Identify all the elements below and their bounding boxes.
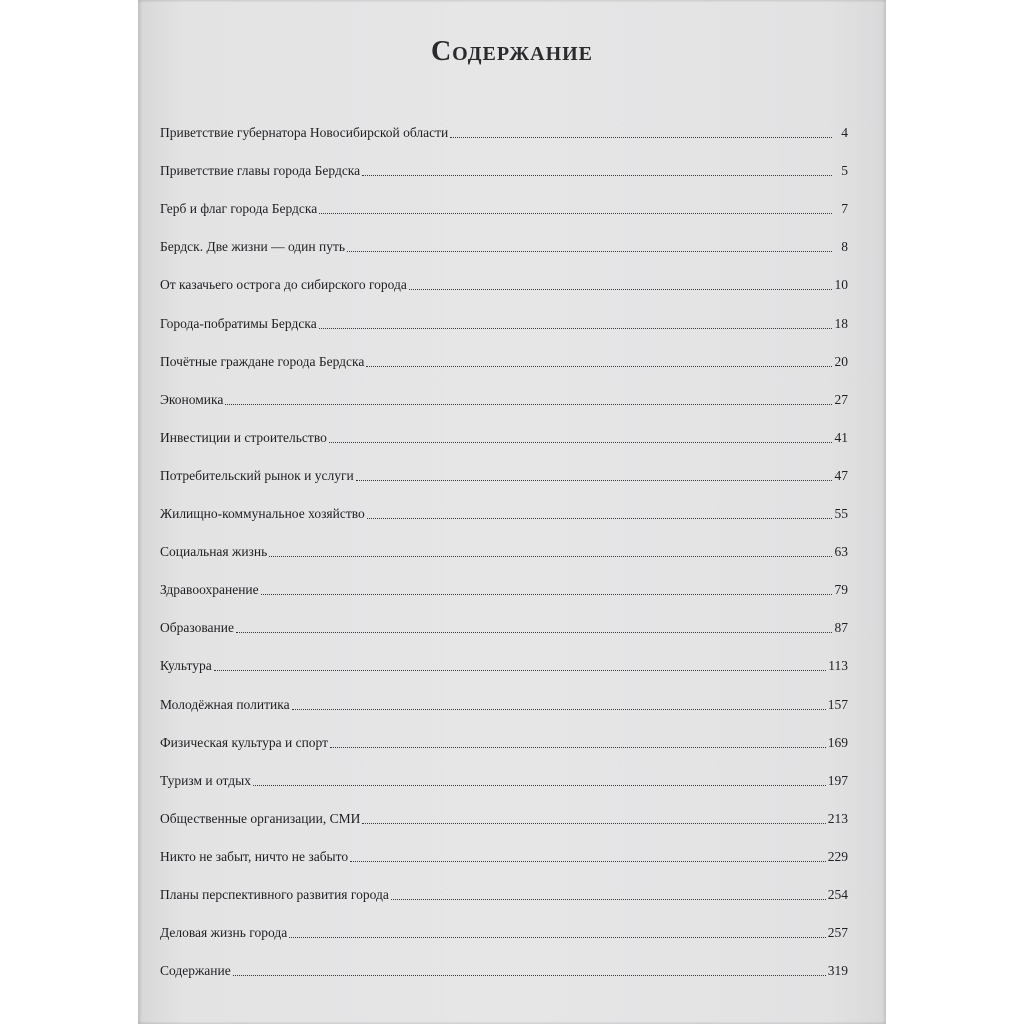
toc-entry-label: Города-побратимы Бердска <box>160 315 317 331</box>
toc-entry-page-number: 229 <box>827 848 848 864</box>
toc-entry <box>160 599 848 637</box>
toc-entry-page-number: 157 <box>827 696 848 712</box>
dot-leader <box>450 137 832 138</box>
toc-entry-page-number: 20 <box>834 353 848 369</box>
dot-leader <box>236 632 832 633</box>
dot-leader <box>225 404 832 405</box>
toc-entry <box>160 904 848 942</box>
toc-entry <box>160 485 848 523</box>
toc-entry-page-number: 18 <box>834 315 848 331</box>
toc-entry <box>160 218 848 256</box>
toc-entry <box>160 828 848 866</box>
toc-entry <box>160 180 848 218</box>
toc-entry <box>160 523 848 561</box>
toc-entry-page-number: 10 <box>834 277 848 293</box>
toc-entry <box>160 942 848 980</box>
book-page <box>138 0 886 1024</box>
toc-entry-label: Социальная жизнь <box>160 544 268 560</box>
dot-leader <box>366 366 832 367</box>
dot-leader <box>292 709 826 710</box>
toc-entry-page-number: 8 <box>841 239 848 255</box>
dot-leader <box>269 556 832 557</box>
toc-entry-label: Молодёжная политика <box>160 696 290 712</box>
toc-entry <box>160 752 848 790</box>
toc-entry-page-number: 113 <box>828 658 848 674</box>
dot-leader <box>289 937 826 938</box>
toc-entry-page-number: 47 <box>834 467 848 483</box>
toc-entry-label: Потребительский рынок и услуги <box>160 467 354 483</box>
dot-leader <box>362 823 825 824</box>
dot-leader <box>233 975 826 976</box>
toc-entry <box>160 333 848 371</box>
toc-entry-label: Никто не забыт, ничто не забыто <box>160 848 349 864</box>
dot-leader <box>350 861 826 862</box>
toc-entry <box>160 256 848 294</box>
toc-entry <box>160 675 848 713</box>
toc-entry-label: Культура <box>160 658 212 674</box>
toc-entry-label: Физическая культура и спорт <box>160 734 329 750</box>
toc-entry-label: Экономика <box>160 391 224 407</box>
toc-entry <box>160 714 848 752</box>
toc-entry-label: Деловая жизнь города <box>160 925 288 941</box>
toc-entry-label: Планы перспективного развития города <box>160 886 389 902</box>
toc-list <box>160 104 848 980</box>
toc-entry-label: Содержание <box>160 963 231 979</box>
dot-leader <box>409 289 832 290</box>
toc-entry-page-number: 254 <box>827 886 848 902</box>
toc-entry-label: Приветствие губернатора Новосибирской области <box>160 125 449 141</box>
toc-entry-page-number: 169 <box>827 734 848 750</box>
dot-leader <box>356 480 832 481</box>
dot-leader <box>319 213 832 214</box>
toc-entry-page-number: 27 <box>834 391 848 407</box>
toc-entry-page-number: 257 <box>827 925 848 941</box>
toc-entry-label: Жилищно-коммунальное хозяйство <box>160 506 365 522</box>
dot-leader <box>329 442 832 443</box>
toc-entry <box>160 561 848 599</box>
dot-leader <box>362 175 832 176</box>
toc-entry-label: Приветствие главы города Бердска <box>160 163 361 179</box>
toc-entry <box>160 104 848 142</box>
dot-leader <box>261 594 832 595</box>
toc-entry-label: Бердск. Две жизни — один путь <box>160 239 346 255</box>
toc-entry-label: Туризм и отдых <box>160 772 251 788</box>
toc-entry-page-number: 41 <box>834 429 848 445</box>
toc-entry <box>160 790 848 828</box>
toc-entry-label: Общественные организации, СМИ <box>160 810 361 826</box>
toc-entry-label: Здравоохранение <box>160 582 259 598</box>
toc-entry <box>160 142 848 180</box>
page-title: Содержание <box>430 36 594 67</box>
toc-entry-page-number: 5 <box>841 163 848 179</box>
dot-leader <box>391 899 826 900</box>
toc-entry-page-number: 213 <box>827 810 848 826</box>
toc-entry <box>160 294 848 332</box>
dot-leader <box>347 251 832 252</box>
toc-entry-page-number: 319 <box>827 963 848 979</box>
toc-entry-label: Почётные граждане города Бердска <box>160 353 365 369</box>
dot-leader <box>253 785 826 786</box>
dot-leader <box>330 747 826 748</box>
toc-entry-page-number: 55 <box>834 506 848 522</box>
toc-entry-label: Герб и флаг города Бердска <box>160 201 318 217</box>
dot-leader <box>214 670 827 671</box>
toc-entry <box>160 447 848 485</box>
toc-entry <box>160 637 848 675</box>
toc-entry-page-number: 197 <box>827 772 848 788</box>
dot-leader <box>367 518 832 519</box>
toc-entry-page-number: 87 <box>834 620 848 636</box>
dot-leader <box>319 328 832 329</box>
toc-entry-page-number: 63 <box>834 544 848 560</box>
toc-entry <box>160 409 848 447</box>
toc-entry-page-number: 79 <box>834 582 848 598</box>
toc-entry-label: От казачьего острога до сибирского города <box>160 277 407 293</box>
toc-entry-label: Инвестиции и строительство <box>160 429 327 445</box>
toc-entry-label: Образование <box>160 620 234 636</box>
toc-entry-page-number: 7 <box>841 201 848 217</box>
toc-entry <box>160 371 848 409</box>
toc-entry-page-number: 4 <box>841 125 848 141</box>
toc-entry <box>160 866 848 904</box>
